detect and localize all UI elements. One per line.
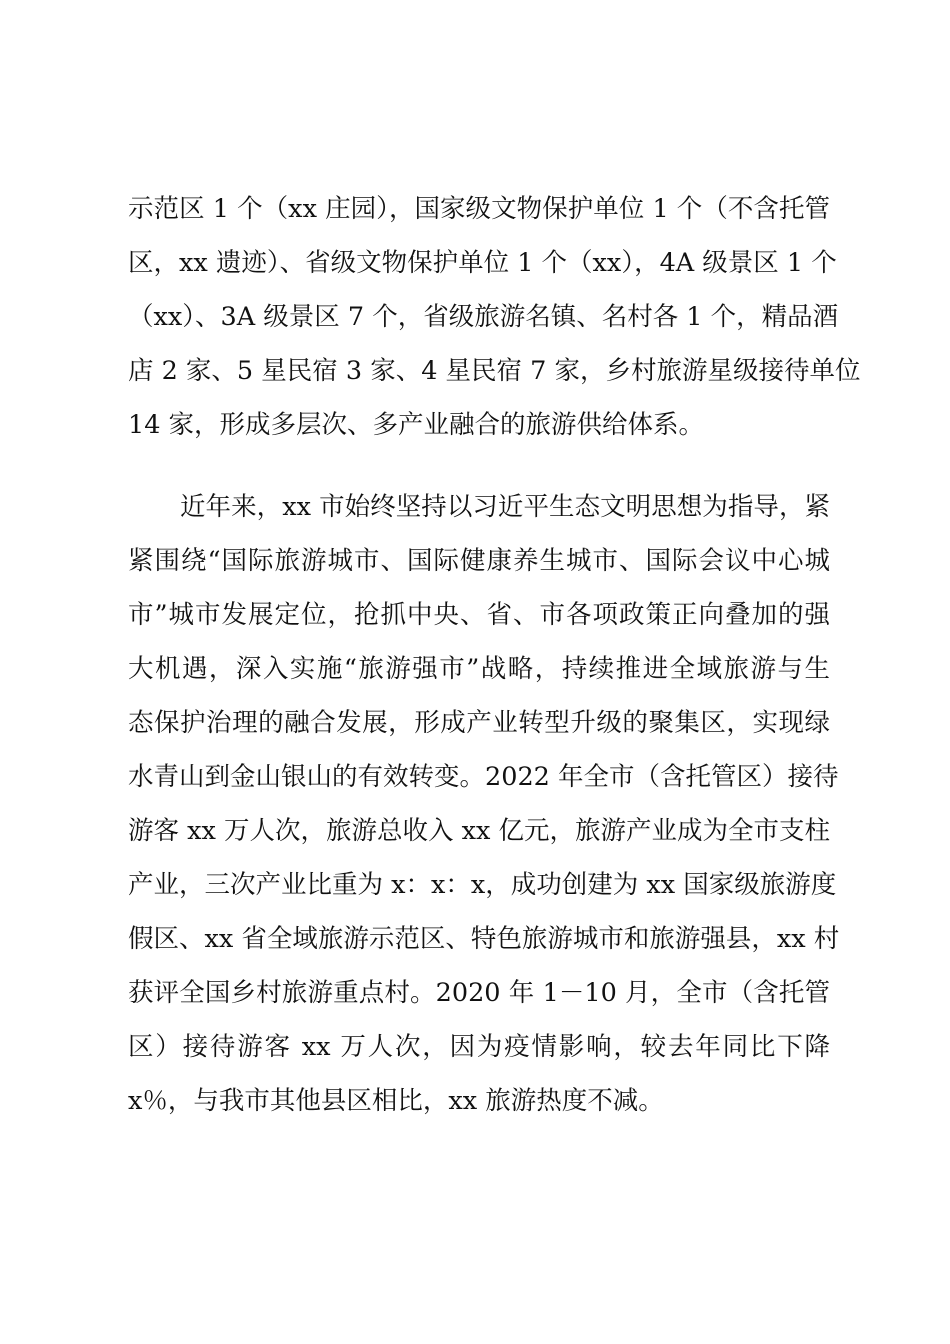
text-line: 紧围绕“国际旅游城市、国际健康养生城市、国际会议中心城	[128, 546, 830, 576]
text-line: 近年来，xx 市始终坚持以习近平生态文明思想为指导，紧	[180, 492, 830, 522]
text-line: x％，与我市其他县区相比，xx 旅游热度不减。	[128, 1086, 664, 1116]
text-line: 大机遇，深入实施“旅游强市”战略，持续推进全域旅游与生	[128, 654, 830, 684]
text-line: 示范区 1 个（xx 庄园），国家级文物保护单位 1 个（不含托管	[128, 194, 830, 224]
text-line: 获评全国乡村旅游重点村。2020 年 1－10 月，全市（含托管	[128, 978, 830, 1008]
text-line: 假区、xx 省全域旅游示范区、特色旅游城市和旅游强县，xx 村	[128, 924, 840, 954]
text-line: 市”城市发展定位，抢抓中央、省、市各项政策正向叠加的强	[128, 600, 830, 630]
text-line: 区）接待游客 xx 万人次，因为疫情影响，较去年同比下降	[128, 1032, 830, 1062]
text-line: 态保护治理的融合发展，形成产业转型升级的聚集区，实现绿	[128, 708, 830, 738]
text-line: （xx）、3A 级景区 7 个，省级旅游名镇、名村各 1 个，精品酒	[128, 302, 839, 332]
text-line: 水青山到金山银山的有效转变。2022 年全市（含托管区）接待	[128, 762, 839, 792]
text-line: 游客 xx 万人次，旅游总收入 xx 亿元，旅游产业成为全市支柱	[128, 816, 830, 846]
text-line: 产业，三次产业比重为 x：x：x，成功创建为 xx 国家级旅游度	[128, 870, 837, 900]
text-line: 店 2 家、5 星民宿 3 家、4 星民宿 7 家，乡村旅游星级接待单位	[128, 356, 861, 386]
text-line: 区，xx 遗迹）、省级文物保护单位 1 个（xx），4A 级景区 1 个	[128, 248, 837, 278]
text-line: 14 家，形成多层次、多产业融合的旅游供给体系。	[128, 410, 705, 440]
